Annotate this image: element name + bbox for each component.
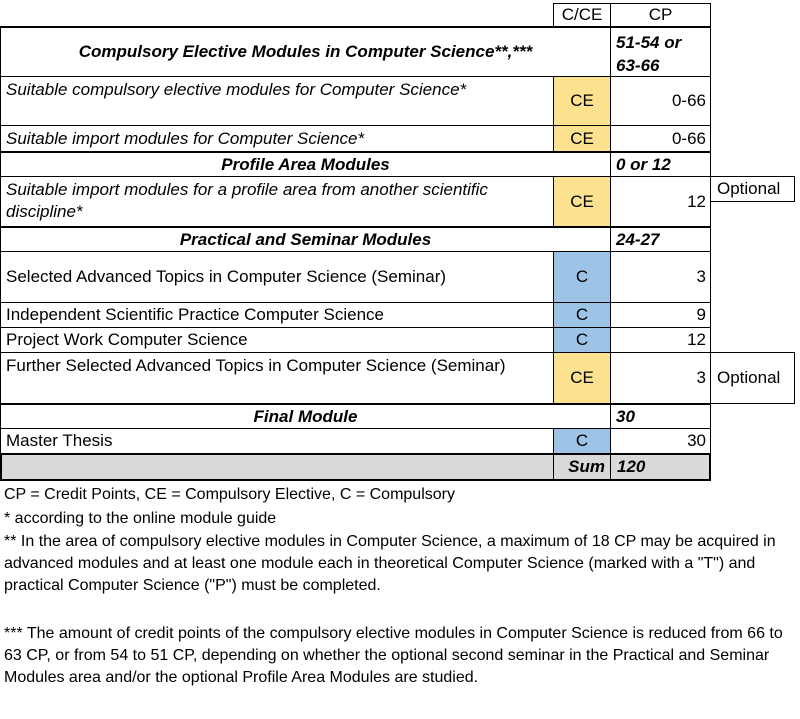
group-title-final-module: Final Module — [0, 403, 611, 429]
row-cp: 12 — [610, 176, 711, 227]
sum-row-background — [0, 453, 554, 481]
row-name: Suitable import modules for Computer Science* — [0, 125, 554, 152]
row-type-ce: CE — [553, 125, 611, 152]
header-cp: CP — [610, 3, 711, 27]
row-cp: 0-66 — [610, 76, 711, 126]
row-type-c: C — [553, 327, 611, 353]
sum-value: 120 — [610, 453, 711, 481]
group-cp-practical-seminar: 24-27 — [610, 226, 711, 252]
group-cp-final-module: 30 — [610, 403, 711, 429]
row-name: Further Selected Advanced Topics in Computer Science (Seminar) — [0, 352, 554, 404]
group-cp-profile-area: 0 or 12 — [610, 151, 711, 177]
row-type-c: C — [553, 251, 611, 303]
row-name: Suitable compulsory elective modules for Computer Science* — [0, 76, 554, 126]
row-cp: 0-66 — [610, 125, 711, 152]
row-name: Suitable import modules for a profile area from another scientific discipline* — [0, 176, 554, 227]
row-optional-note: Optional — [710, 176, 795, 202]
row-name: Project Work Computer Science — [0, 327, 554, 353]
row-name: Selected Advanced Topics in Computer Science (Seminar) — [0, 251, 554, 303]
footnote-triple-star: *** The amount of credit points of the compulsory elective modules in Computer Science is reduced from 66 to 63 CP, or from 54 to 51 CP, depending on whether the optional second seminar in the Practical and Seminar Modules area and/or the optional Profile Area Modules are studied. — [4, 625, 783, 686]
footnote-single-star: * according to the online module guide — [4, 510, 277, 527]
group-title-practical-seminar: Practical and Seminar Modules — [0, 226, 611, 252]
row-cp: 30 — [610, 428, 711, 454]
legend-note: CP = Credit Points, CE = Compulsory Elective, C = Compulsory — [4, 486, 455, 503]
sum-label: Sum — [553, 453, 611, 481]
group-title-profile-area: Profile Area Modules — [0, 151, 611, 177]
row-type-ce: CE — [553, 176, 611, 227]
row-cp: 3 — [610, 352, 711, 404]
row-type-c: C — [553, 428, 611, 454]
row-type-c: C — [553, 302, 611, 328]
row-type-ce: CE — [553, 352, 611, 404]
row-cp: 12 — [610, 327, 711, 353]
group-cp-compulsory-elective: 51-54 or 63-66 — [610, 26, 711, 77]
footnote-double-star: ** In the area of compulsory elective modules in Computer Science, a maximum of 18 CP may be acquired in advanced modules and at least one module each in theoretical Computer Science (marked with a "T") and practical Computer Science ("P") must be completed. — [4, 533, 776, 594]
group-title-compulsory-elective: Compulsory Elective Modules in Computer Science**,*** — [0, 26, 611, 77]
header-cce: C/CE — [553, 3, 611, 27]
row-cp: 9 — [610, 302, 711, 328]
row-optional-note: Optional — [710, 352, 795, 404]
row-name: Independent Scientific Practice Computer Science — [0, 302, 554, 328]
row-cp: 3 — [610, 251, 711, 303]
row-type-ce: CE — [553, 76, 611, 126]
row-name: Master Thesis — [0, 428, 554, 454]
